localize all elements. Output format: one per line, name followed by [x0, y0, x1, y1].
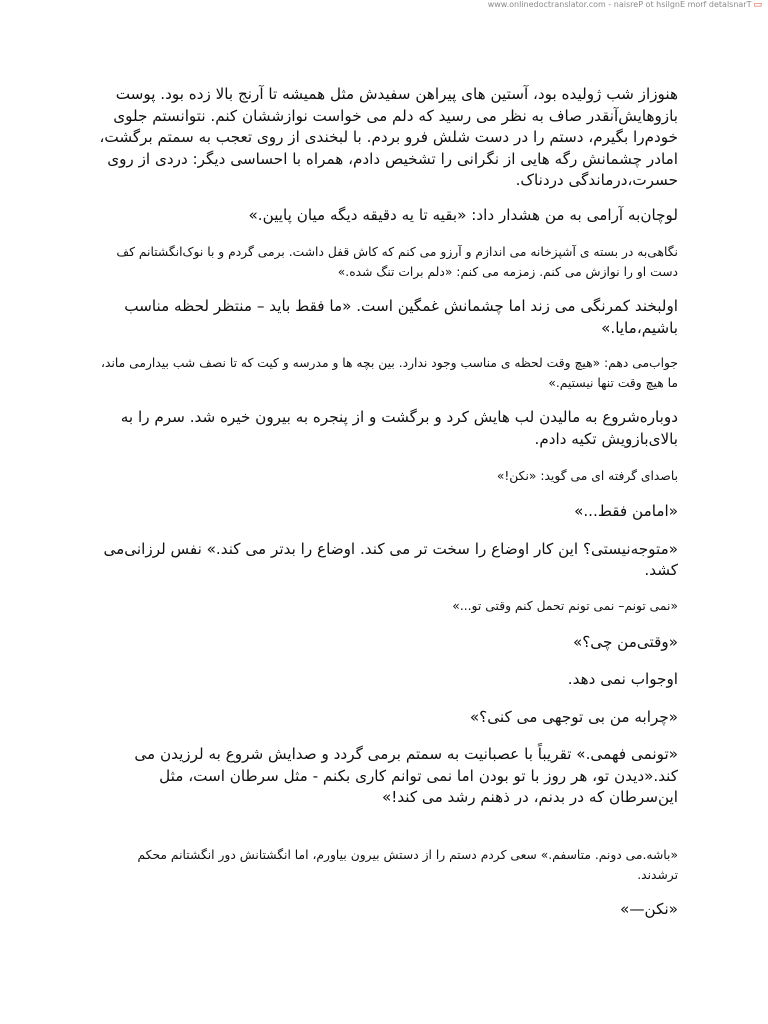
paragraph-12: اوجواب نمی دهد.: [567, 670, 678, 688]
paragraph-9: «متوجه‌نیستی؟ این کار اوضاع را سخت تر می کند. اوضاع را بدتر می کند.» نفس لرزانی‌می کشد.: [103, 539, 678, 579]
paragraph-1: هنوزاز شب ژولیده بود، آستین های پیراهن سفیدش مثل همیشه تا آرنج بالا زده بود. پوست بازوهایش‌آنقدر صاف به نظر می رسید که دلم می خواست نوازششان کنم. نتوانستم جلوی خودم‌را بگیرم، دستم را در دست شلش فرو بردم. با لبخندی از روی تعجب به سمتم برگشت، امادر چشمانش رگه هایی از نگرانی را تشخیص دادم، همراه با احساسی دیگر: دردی از روی حسرت،درماندگی دردناک.: [99, 85, 678, 189]
paragraph-13: «چرابه من بی توجهی می کنی؟»: [469, 707, 678, 726]
paragraph-6: دوباره‌شروع به مالیدن لب هایش کرد و برگشت و از پنجره به بیرون خیره شد. سرم را به بالای‌بازویش تکیه دادم.: [120, 408, 678, 448]
paragraph-7: باصدای گرفته ای می گوید: «نکن!»: [496, 469, 678, 483]
paragraph-8: «امامن فقط...»: [574, 502, 678, 520]
document-body: [98, 84, 678, 920]
paragraph-11: «وقتی‌من چی؟»: [572, 632, 678, 651]
paragraph-14: «تونمی فهمی.» تقریباً با عصبانیت به سمتم برمی گردد و صدایش شروع به لرزیدن می کند.«دیدن تو، هر روز با تو بودن اما نمی توانم کاری بکنم - مثل سرطان است، مثل این‌سرطان که در بدنم، در ذهنم رشد می کند!»: [134, 745, 678, 806]
paragraph-10: «نمی تونم– نمی تونم تحمل کنم وقتی تو...»: [452, 598, 678, 613]
paragraph-15: «باشه.می دونم. متاسفم.» سعی کردم دستم را از دستش بیرون بیاورم، اما انگشتانش دور انگشتانم محکم ترشدند.: [137, 847, 678, 882]
paragraph-4: اولبخند کمرنگی می زند اما چشمانش غمگین است. «ما فقط باید – منتظر لحظه مناسب باشیم،مایا.»: [124, 297, 678, 337]
paragraph-3: نگاهی‌به در بسته ی آشپزخانه می اندازم و آرزو می کنم که کاش قفل داشت. برمی گردم و با نوک‌انگشتانم کف دست او را نوازش می کنم. زمزمه می کنم: «دلم برات تنگ شده.»: [116, 245, 678, 279]
paragraph-5: جواب‌می دهم: «هیچ وقت لحظه ی مناسب وجود ندارد. بین بچه ها و مدرسه و کیت که تا نصف شب بیدارمی ماند، ما هیچ وقت تنها نیستیم.»: [101, 356, 678, 390]
translator-logo-icon: ▭: [753, 0, 762, 10]
translator-watermark: [488, 0, 762, 10]
paragraph-16: «نکن—»: [620, 899, 678, 918]
paragraph-2: لوچان‌به آرامی به من هشدار داد: «بقیه تا یه دقیقه دیگه میان پایین.»: [248, 205, 678, 224]
watermark-text: www.onlinedoctranslator.com - naisreP ot hsilgnE morf detalsnarT: [487, 0, 752, 9]
